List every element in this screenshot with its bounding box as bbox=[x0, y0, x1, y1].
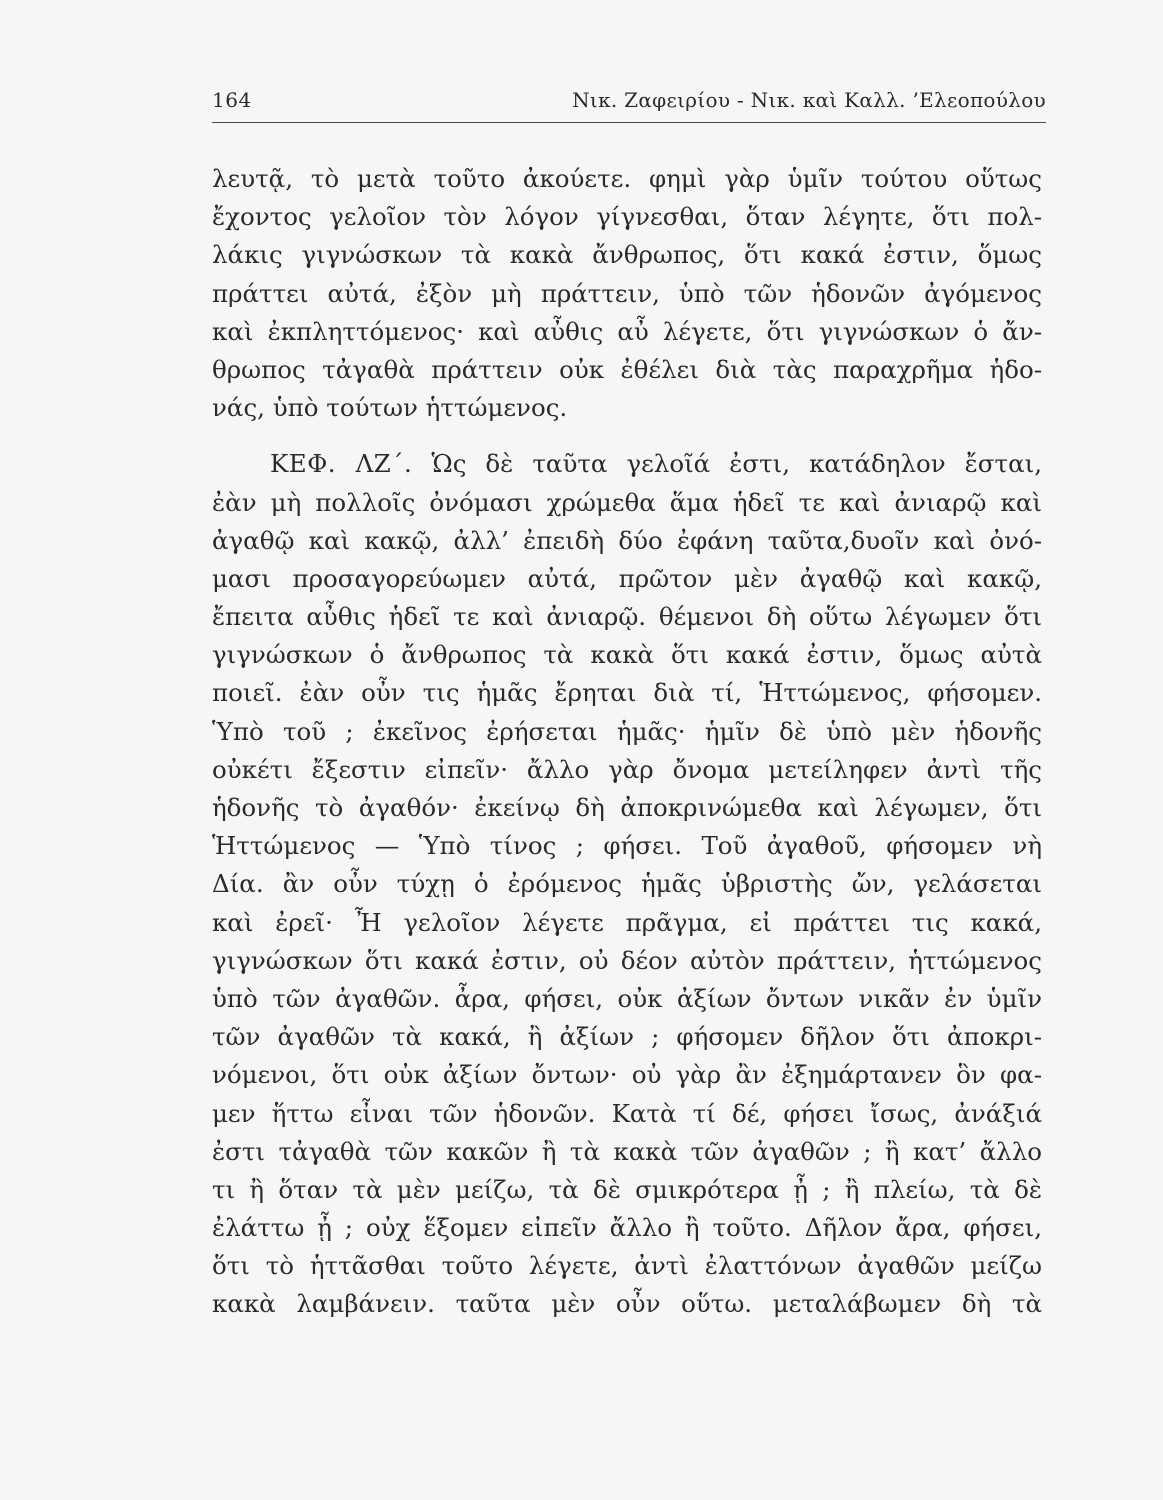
text-line: μασι προσαγορεύωμεν αὐτά, πρῶτον μὲν ἀγαθῷ καὶ κακῷ, bbox=[212, 563, 1042, 593]
text-line: νόμενοι, ὅτι οὐκ ἀξίων ὄντων· οὐ γὰρ ἂν ἐξημάρτανεν ὃν φα- bbox=[212, 1060, 1042, 1090]
text-line: τι ἢ ὅταν τὰ μὲν μείζω, τὰ δὲ σμικρότερα ᾖ ; ἢ πλείω, τὰ δὲ bbox=[212, 1174, 1042, 1204]
text-line: καὶ ἐρεῖ· Ἦ γελοῖον λέγετε πρᾶγμα, εἰ πράττει τις κακά, bbox=[212, 907, 1042, 937]
text-line: Ἡττώμενος — Ὑπὸ τίνος ; φήσει. Τοῦ ἀγαθοῦ, φήσομεν νὴ bbox=[212, 831, 1042, 861]
chapter-opening-text: Ὡς δὲ ταῦτα γελοῖά ἐστι, κατάδηλον ἔσται, bbox=[431, 449, 1042, 479]
text-line: ἔχοντος γελοῖον τὸν λόγον γίγνεσθαι, ὅταν λέγητε, ὅτι πολ- bbox=[212, 202, 1042, 232]
text-line: λάκις γιγνώσκων τὰ κακὰ ἄνθρωπος, ὅτι κακά ἐστιν, ὅμως bbox=[212, 240, 1042, 270]
text-line: ἐλάττω ᾖ ; οὐχ ἕξομεν εἰπεῖν ἄλλο ἢ τοῦτο. Δῆλον ἄρα, φήσει, bbox=[212, 1213, 1042, 1243]
body-text bbox=[212, 160, 1042, 1324]
text-line: ἐὰν μὴ πολλοῖς ὀνόμασι χρώμεθα ἅμα ἡδεῖ τε καὶ ἀνιαρῷ καὶ bbox=[212, 487, 1042, 517]
paragraph-2 bbox=[212, 445, 1042, 1323]
text-line: γιγνώσκων ὅτι κακά ἐστιν, οὐ δέον αὐτὸν πράττειν, ἡττώμενος bbox=[212, 945, 1042, 975]
text-line: ὅτι τὸ ἡττᾶσθαι τοῦτο λέγετε, ἀντὶ ἐλαττόνων ἀγαθῶν μείζω bbox=[212, 1251, 1042, 1281]
running-head: Νικ. Ζαφειρίου - Νικ. καὶ Καλλ. ’Ελεοπούλου bbox=[572, 88, 1046, 112]
section-gap bbox=[212, 427, 1042, 445]
text-line: μεν ἥττω εἶναι τῶν ἡδονῶν. Κατὰ τί δέ, φήσει ἴσως, ἀνάξιά bbox=[212, 1098, 1042, 1128]
text-line: καὶ ἐκπληττόμενος· καὶ αὖθις αὖ λέγετε, ὅτι γιγνώσκων ὁ ἄν- bbox=[212, 316, 1042, 346]
text-line: Ὑπὸ τοῦ ; ἐκεῖνος ἐρήσεται ἡμᾶς· ἡμῖν δὲ ὑπὸ μὲν ἡδονῆς bbox=[212, 716, 1042, 746]
text-line: ἡδονῆς τὸ ἀγαθόν· ἐκείνῳ δὴ ἀποκρινώμεθα καὶ λέγωμεν, ὅτι bbox=[212, 793, 1042, 822]
text-line: ὑπὸ τῶν ἀγαθῶν. ἆρα, φήσει, οὐκ ἀξίων ὄντων νικᾶν ἐν ὑμῖν bbox=[212, 983, 1042, 1013]
text-line: οὐκέτι ἔξεστιν εἰπεῖν· ἄλλο γὰρ ὄνομα μετείληφεν ἀντὶ τῆς bbox=[212, 754, 1042, 784]
page-header bbox=[212, 88, 1046, 122]
text-line: ποιεῖ. ἐὰν οὖν τις ἡμᾶς ἔρηται διὰ τί, Ἡττώμενος, φήσομεν. bbox=[212, 678, 1042, 708]
text-line: πράττει αὐτά, ἐξὸν μὴ πράττειν, ὑπὸ τῶν ἡδονῶν ἀγόμενος bbox=[212, 278, 1042, 308]
chapter-heading: ΚΕΦ. ΛΖ΄. bbox=[270, 449, 413, 479]
chapter-opening-line bbox=[212, 445, 1042, 483]
text-line: Δία. ἂν οὖν τύχῃ ὁ ἐρόμενος ἡμᾶς ὑβριστὴς ὤν, γελάσεται bbox=[212, 869, 1042, 899]
page-number: 164 bbox=[212, 88, 252, 112]
paragraph-1 bbox=[212, 160, 1042, 427]
text-line: γιγνώσκων ὁ ἄνθρωπος τὰ κακὰ ὅτι κακά ἐστιν, ὅμως αὐτὰ bbox=[212, 640, 1042, 670]
text-line: κακὰ λαμβάνειν. ταῦτα μὲν οὖν οὕτω. μεταλάβωμεν δὴ τὰ bbox=[212, 1289, 1042, 1319]
text-line: ἐστι τἀγαθὰ τῶν κακῶν ἢ τὰ κακὰ τῶν ἀγαθῶν ; ἢ κατ’ ἄλλο bbox=[212, 1136, 1042, 1166]
header-rule bbox=[212, 122, 1046, 123]
text-line: ἀγαθῷ καὶ κακῷ, ἀλλ’ ἐπειδὴ δύο ἐφάνη ταῦτα,δυοῖν καὶ ὀνό- bbox=[212, 525, 1042, 555]
text-line: νάς, ὑπὸ τούτων ἡττώμενος. bbox=[212, 393, 568, 423]
text-line: τῶν ἀγαθῶν τὰ κακά, ἢ ἀξίων ; φήσομεν δῆλον ὅτι ἀποκρι- bbox=[212, 1022, 1042, 1052]
text-line: λευτᾷ, τὸ μετὰ τοῦτο ἀκούετε. φημὶ γὰρ ὑμῖν τούτου οὕτως bbox=[212, 164, 1042, 193]
text-line: ἔπειτα αὖθις ἡδεῖ τε καὶ ἀνιαρῷ. θέμενοι δὴ οὕτω λέγωμεν ὅτι bbox=[212, 602, 1042, 632]
text-line: θρωπος τἀγαθὰ πράττειν οὐκ ἐθέλει διὰ τὰς παραχρῆμα ἡδο- bbox=[212, 354, 1042, 384]
